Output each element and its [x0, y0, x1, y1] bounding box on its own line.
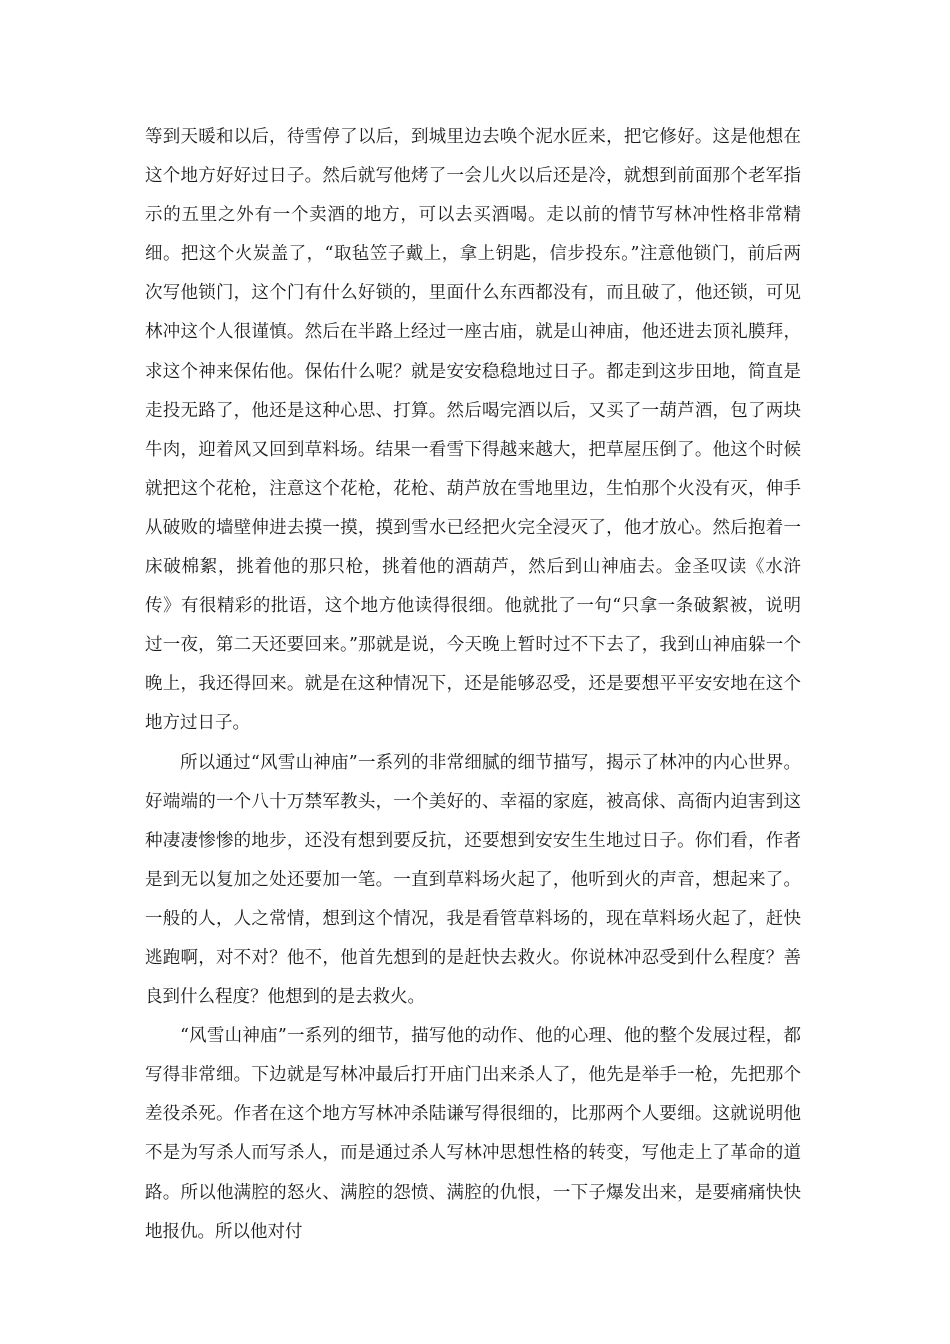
document-body: [145, 118, 801, 1252]
paragraph-3: “风雪山神庙”一系列的细节，描写他的动作、他的心理、他的整个发展过程，都写得非常细。下边就是写林冲最后打开庙门出来杀人了，他先是举手一枪，先把那个差役杀死。作者在这个地方写林冲杀陆谦写得很细的，比那两个人要细。这就说明他不是为写杀人而写杀人，而是通过杀人写林冲思想性格的转变，写他走上了革命的道路。所以他满腔的怒火、满腔的怨愤、满腔的仇恨，一下子爆发出来，是要痛痛快快地报仇。所以他对付: [145, 1026, 801, 1242]
paragraph-2: 所以通过“风雪山神庙”一系列的非常细腻的细节描写，揭示了林冲的内心世界。好端端的一个八十万禁军教头，一个美好的、幸福的家庭，被高俅、高衙内迫害到这种凄凄惨惨的地步，还没有想到要反抗，还要想到安安生生地过日子。你们看，作者是到无以复加之处还要加一笔。一直到草料场火起了，他听到火的声音，想起来了。一般的人，人之常情，想到这个情况，我是看管草料场的，现在草料场火起了，赶快逃跑啊，对不对？他不，他首先想到的是赶快去救火。你说林冲忍受到什么程度？善良到什么程度？他想到的是去救火。: [145, 752, 801, 1008]
paragraph-1: 等到天暖和以后，待雪停了以后，到城里边去唤个泥水匠来，把它修好。这是他想在这个地方好好过日子。然后就写他烤了一会儿火以后还是冷，就想到前面那个老军指示的五里之外有一个卖酒的地方，可以去买酒喝。走以前的情节写林冲性格非常精细。把这个火炭盖了，“取毡笠子戴上，拿上钥匙，信步投东。”注意他锁门，前后两次写他锁门，这个门有什么好锁的，里面什么东西都没有，而且破了，他还锁，可见林冲这个人很谨慎。然后在半路上经过一座古庙，就是山神庙，他还进去顶礼膜拜，求这个神来保佑他。保佑什么呢？就是安安稳稳地过日子。都走到这步田地，简直是走投无路了，他还是这种心思、打算。然后喝完酒以后，又买了一葫芦酒，包了两块牛肉，迎着风又回到草料场。结果一看雪下得越来越大，把草屋压倒了。他这个时候就把这个花枪，注意这个花枪，花枪、葫芦放在雪地里边，生怕那个火没有灭，伸手从破败的墙壁伸进去摸一摸，摸到雪水已经把火完全浸灭了，他才放心。然后抱着一床破棉絮，挑着他的那只枪，挑着他的酒葫芦，然后到山神庙去。金圣叹读《水浒传》有很精彩的批语，这个地方他读得很细。他就批了一句“只拿一条破絮被，说明过一夜，第二天还要回来。”那就是说，今天晚上暂时过不下去了，我到山神庙躲一个晚上，我还得回来。就是在这种情况下，还是能够忍受，还是要想平平安安地在这个地方过日子。: [145, 127, 801, 734]
